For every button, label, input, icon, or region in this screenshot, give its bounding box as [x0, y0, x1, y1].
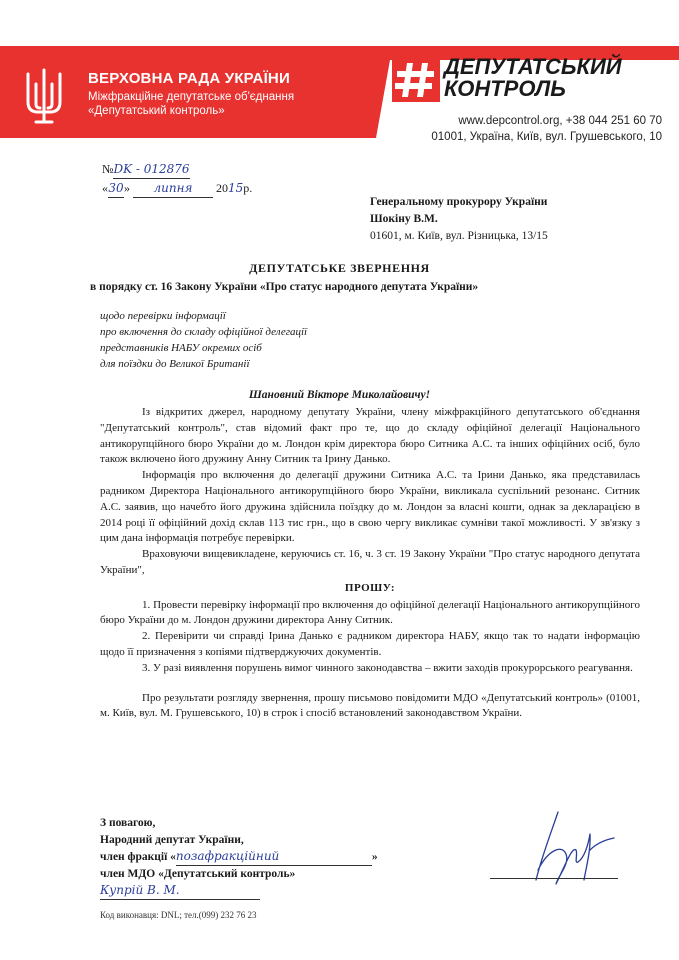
request-heading: ПРОШУ:: [344, 581, 396, 594]
registration-block: [102, 160, 252, 198]
document-subject: [100, 308, 307, 372]
date-month: липня: [133, 179, 213, 198]
hash-logo-icon: [392, 58, 440, 102]
paragraph: Із відкритих джерел, народному депутату України, члену міжфракційного депутатського об'єднання "Депутатський контроль", став відомий факт про те, що до складу офіційної делегації Національного антикорупційного бюро України до м. Лондон крім директора бюро Ситника А.С. та інших офіційних осіб, було також включено його дружину Анну Ситник та Ірину Данько.: [100, 406, 640, 466]
addressee-address: 01601, м. Київ, вул. Різницька, 13/15: [370, 230, 548, 242]
addressee-title: Генеральному прокурору України: [370, 196, 548, 208]
org-subtitle: [88, 90, 294, 118]
brand-line1: ДЕПУТАТСЬКИЙ: [444, 54, 622, 79]
request-item: 3. У разі виявлення порушень вимог чинного законодавства – вжити заходів прокурорського реагування.: [142, 661, 633, 674]
registration-number-value: DK - 012876: [113, 160, 189, 179]
date-year: 15: [228, 181, 244, 195]
contact-info: [372, 113, 662, 145]
subject-line: щодо перевірки інформації: [100, 310, 226, 322]
addressee-name: Шокіну В.М.: [370, 213, 438, 225]
signer-position: Народний депутат України,: [100, 833, 244, 846]
org-sub-line1: Міжфракційне депутатське об'єднання: [88, 91, 295, 103]
handwritten-signature-icon: [528, 810, 618, 888]
org-name: ВЕРХОВНА РАДА УКРАЇНИ: [88, 70, 290, 87]
signer-handwritten-name: Купрій В. М.: [100, 882, 260, 900]
paragraph: Враховуючи вищевикладене, керуючись ст. 16, ч. 3 ст. 19 Закону України "Про статус народного депутата України",: [100, 548, 640, 576]
greeting: Шановний Вікторе Миколайовичу!: [248, 389, 431, 401]
org-sub-line2: «Депутатський контроль»: [88, 105, 225, 117]
document-title: ДЕПУТАТСЬКЕ ЗВЕРНЕННЯ: [249, 261, 430, 275]
contact-web-phone: www.depcontrol.org, +38 044 251 60 70: [458, 115, 662, 127]
paragraph: Інформація про включення до делегації дружини Ситника А.С. та Ірини Данько, яка представилась радником Директора Національного антикорупційного бюро України, викликала суспільний резонанс. Ситник А.С. заявив, що начебто його дружина здійснила поїздку до м. Лондон за власні кошти, однак за декларацією в 2014 році її офіційний дохід склав 113 тис грн., що в свою чергу викликає сумніви такої можливості. У зв'язку з цим дана інформація потребує перевірки.: [100, 469, 640, 545]
request-item: 2. Перевірити чи справді Ірина Данько є радником директора НАБУ, якщо так то надати інформацію щодо її призначення з копіями підтверджуючих документів.: [100, 630, 640, 658]
signature-block: [100, 815, 378, 900]
contact-address: 01001, Україна, Київ, вул. Грушевського, 10: [431, 131, 662, 143]
brand-line2: КОНТРОЛЬ: [444, 76, 566, 101]
executor-code: Код виконавця: DNL; тел.(099) 232 76 23: [100, 910, 257, 920]
signer-association: член МДО «Депутатський контроль»: [100, 867, 296, 880]
date-day: 30: [108, 179, 124, 198]
closing-paragraph: Про результати розгляду звернення, прошу письмово повідомити МДО «Депутатський контроль» (01001, м. Київ, вул. М. Грушевського, 10) в строк і спосіб встановлений законодавством України.: [100, 691, 640, 720]
document-subtitle: в порядку ст. 16 Закону України «Про статус народного депутата України»: [90, 281, 479, 293]
registration-number: №DK - 012876: [102, 160, 252, 179]
subject-line: представників НАБУ окремих осіб: [100, 342, 262, 354]
signature-line: [490, 878, 618, 879]
sign-off: З повагою,: [100, 817, 156, 829]
document-body: [100, 405, 640, 722]
trident-icon: [22, 66, 66, 128]
subject-line: для поїздки до Великої Британії: [100, 358, 250, 370]
subject-line: про включення до складу офіційної делегації: [100, 326, 308, 338]
faction-handwritten: позафракційний: [176, 848, 372, 866]
registration-date: «30» липня 2015р.: [102, 179, 252, 198]
brand-logo-text: [444, 56, 622, 100]
request-item: 1. Провести перевірку інформації про включення до офіційної делегації Національного антикорупційного бюро України до м. Лондон дружини директора Анну Ситник.: [100, 598, 640, 627]
addressee: [370, 194, 548, 245]
signer-faction: член фракції «позафракційний »: [100, 848, 378, 866]
